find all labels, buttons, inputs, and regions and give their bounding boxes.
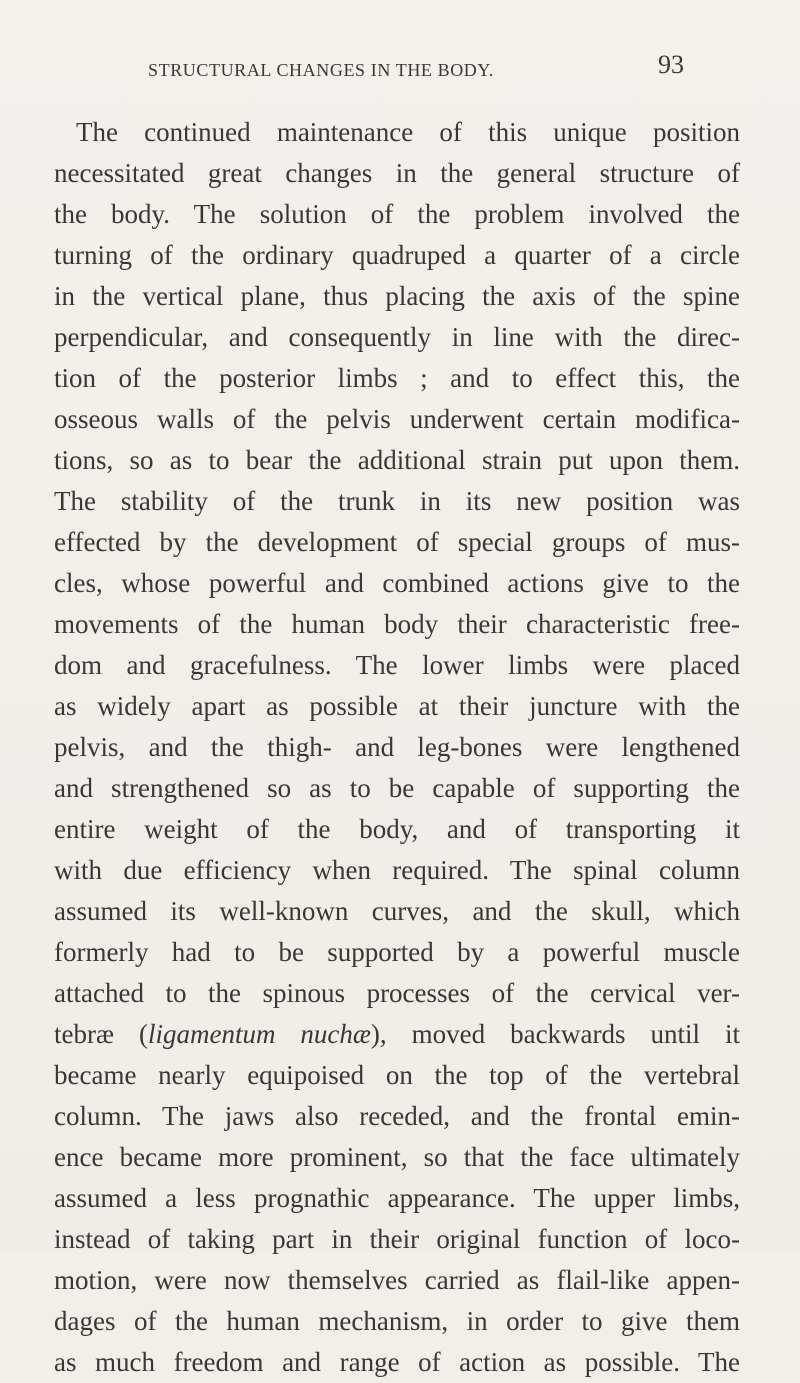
text-line: dages of the human mechanism, in order to give them [54, 1306, 740, 1336]
text-line: perpendicular, and consequently in line with the direc- [54, 322, 740, 352]
text-line: as widely apart as possible at their juncture with the [54, 691, 740, 721]
text-line: in the vertical plane, thus placing the axis of the spine [54, 281, 740, 311]
text-fragment: ), moved backwards until it [370, 1019, 740, 1049]
italic-term: ligamentum nuchæ [147, 1019, 371, 1049]
text-line: effected by the development of special groups of mus- [54, 527, 740, 557]
text-line: necessitated great changes in the general structure of [54, 158, 740, 188]
text-line: ence became more prominent, so that the face ultimately [54, 1142, 740, 1172]
text-line: motion, were now themselves carried as flail-like appen- [54, 1265, 740, 1295]
text-line: column. The jaws also receded, and the frontal emin- [54, 1101, 740, 1131]
text-fragment: tebræ ( [54, 1019, 148, 1049]
text-line: as much freedom and range of action as possible. The [54, 1347, 740, 1377]
page-number: 93 [658, 50, 684, 79]
text-line: with due efficiency when required. The spinal column [54, 855, 740, 885]
text-line: assumed its well-known curves, and the skull, which [54, 896, 740, 926]
text-line-with-italic [54, 1014, 740, 1055]
running-head [148, 50, 708, 96]
text-line: entire weight of the body, and of transporting it [54, 814, 740, 844]
page-title: STRUCTURAL CHANGES IN THE BODY. [148, 60, 494, 80]
body-text [54, 112, 740, 1383]
text-line: tions, so as to bear the additional strain put upon them. [54, 445, 740, 475]
text-line: attached to the spinous processes of the cervical ver- [54, 978, 740, 1008]
text-line: movements of the human body their characteristic free- [54, 609, 740, 639]
text-line: became nearly equipoised on the top of the vertebral [54, 1060, 740, 1090]
text-line: The continued maintenance of this unique position [76, 117, 740, 147]
text-line: turning of the ordinary quadruped a quarter of a circle [54, 240, 740, 270]
text-line: assumed a less prognathic appearance. The upper limbs, [54, 1183, 740, 1213]
text-line: pelvis, and the thigh- and leg-bones were lengthened [54, 732, 740, 762]
text-line: and strengthened so as to be capable of supporting the [54, 773, 740, 803]
text-line: formerly had to be supported by a powerful muscle [54, 937, 740, 967]
text-line: osseous walls of the pelvis underwent certain modifica- [54, 404, 740, 434]
text-line: tion of the posterior limbs ; and to effect this, the [54, 363, 740, 393]
text-line: cles, whose powerful and combined actions give to the [54, 568, 740, 598]
text-line: instead of taking part in their original function of loco- [54, 1224, 740, 1254]
text-line: the body. The solution of the problem involved the [54, 199, 740, 229]
text-line: dom and gracefulness. The lower limbs were placed [54, 650, 740, 680]
text-line: The stability of the trunk in its new position was [54, 486, 740, 516]
